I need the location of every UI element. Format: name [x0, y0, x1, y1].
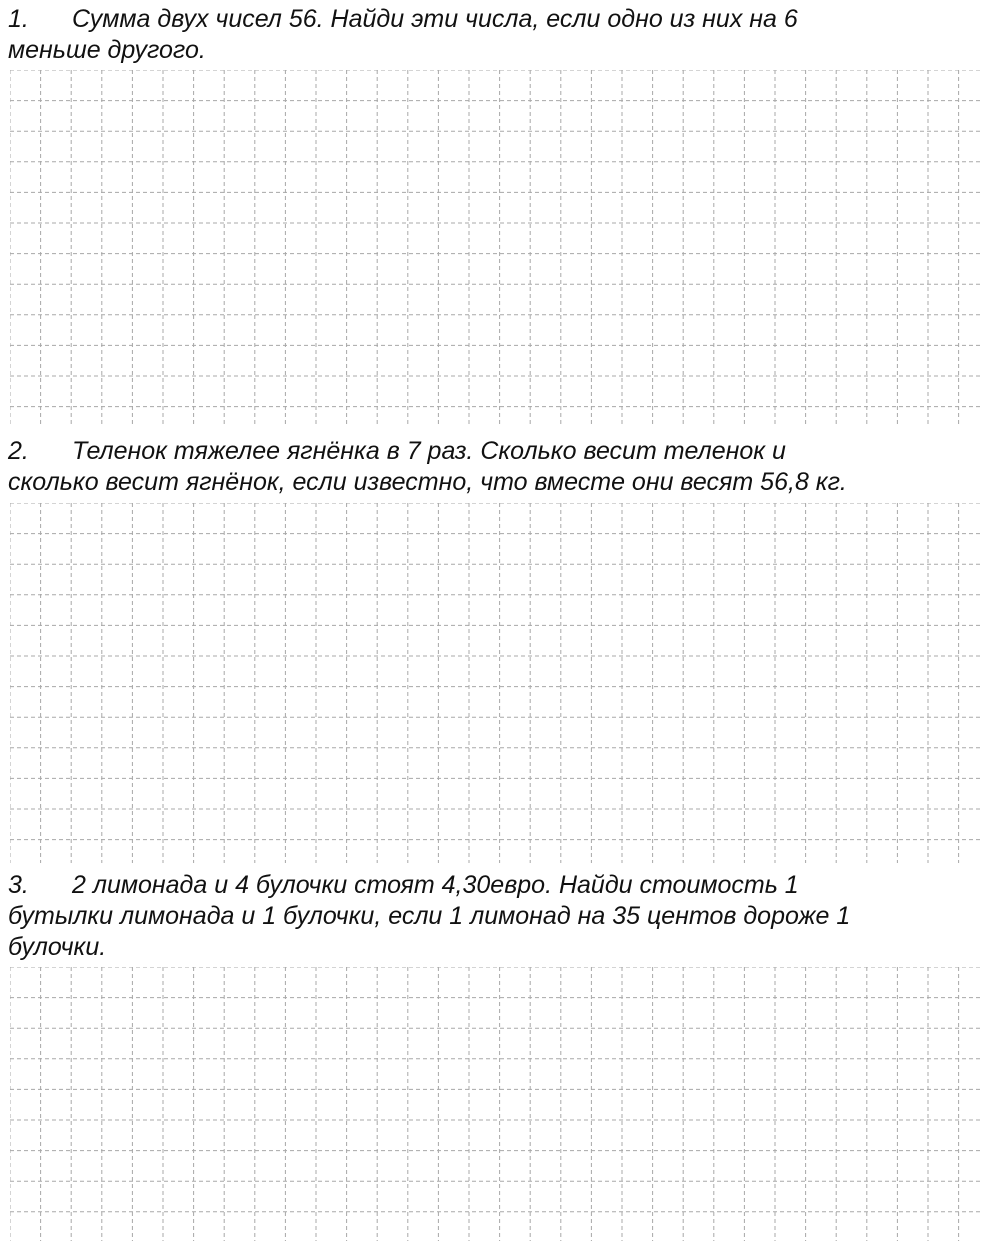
task-2: [8, 436, 981, 498]
task-3-line-2: бутылки лимонада и 1 булочки, если 1 лимонад на 35 центов дороже 1: [8, 902, 851, 930]
grid-lines-svg: [10, 967, 981, 1241]
grid-lines-svg: [10, 70, 981, 425]
task-1-number: 1.: [8, 5, 29, 33]
task-3-line-3: булочки.: [8, 933, 107, 961]
task-3-text-1: 2 лимонада и 4 булочки стоят 4,30евро. Найди стоимость 1: [72, 871, 799, 899]
task-1-line-1: [8, 4, 981, 35]
task-3-line-1: [8, 870, 981, 901]
task-1: [8, 4, 981, 66]
task-3-number: 3.: [8, 871, 29, 899]
answer-grid-1[interactable]: [10, 70, 981, 425]
task-2-number: 2.: [8, 437, 29, 465]
grid-lines-svg: [10, 503, 981, 863]
task-2-text-1: Теленок тяжелее ягнёнка в 7 раз. Сколько весит теленок и: [72, 437, 786, 465]
answer-grid-3[interactable]: [10, 967, 981, 1241]
task-1-line-2: меньше другого.: [8, 36, 206, 64]
task-2-line-2: сколько весит ягнёнок, если известно, что вместе они весят 56,8 кг.: [8, 468, 847, 496]
task-1-text-1: Сумма двух чисел 56. Найди эти числа, если одно из них на 6: [72, 5, 798, 33]
task-2-line-1: [8, 436, 981, 467]
answer-grid-2[interactable]: [10, 503, 981, 863]
task-3: [8, 870, 981, 963]
